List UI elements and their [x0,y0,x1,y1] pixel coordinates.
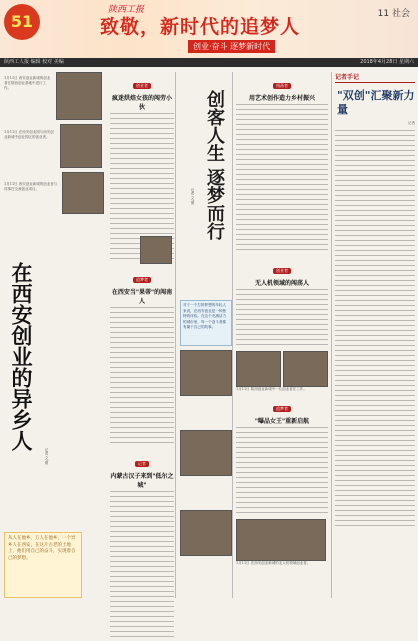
caption-5: 1月11日 在西安创业新城的无人机领域创业者。 [236,561,311,565]
center-author: 记者 文/图 [191,188,195,205]
tag-creator-2: 创业者 [273,268,291,274]
page-subtitle: 创业·奋斗 逐梦新时代 [188,40,275,53]
divider-1 [175,72,176,598]
tag-creator: 创业者 [133,83,151,89]
heading-queen: "曝品女王"重新启航 [254,418,310,425]
side-column [335,72,415,530]
article-col-2 [110,72,174,641]
caption-4: 1月11日 陕西创业新城中一位创业者在工作。 [236,387,307,391]
photo-queen [236,519,326,561]
photo-center-2 [180,430,232,476]
page-label: 11 社会 [377,9,410,19]
photo-fruit [140,236,172,264]
divider-2 [232,72,233,598]
side-body [335,130,415,530]
tag-adventurer: 闯荡者 [273,83,291,89]
side-author: 记者 [408,121,415,125]
strip-date: 2018年4月28日 星期六 [360,59,414,65]
photo-center-3 [180,510,232,556]
caption-1: 1月11日 西安创业新城的创业者在陕西创业基地中进行工作。 [4,76,51,90]
photo-1 [56,72,102,120]
tag-dreamer-2: 追梦者 [273,406,291,412]
divider-3 [331,72,332,598]
anniversary-badge: 51 [4,4,40,40]
caption-2: 1月11日 在西安创业园与西安创业新城中创业园区的创业者。 [4,130,54,139]
brand-logo: 陕西工报 [108,5,145,15]
article-body-5 [236,289,328,349]
article-col-right [236,72,328,566]
heading-mongolia: 内蒙古汉子来到"低尔之城" [110,473,174,489]
article-body-3 [110,491,174,641]
photo-center-1 [180,350,232,396]
intro-text: 从人在他乡，万人在他乡，一个异乡人在西安。在这片古老的土地上，他们用自己的奋斗，实现着自己的梦想。 [8,536,76,561]
tag-dreamer: 追梦者 [133,277,151,283]
page-title: 致敬，新时代的追梦人 [100,16,301,38]
photo-3 [62,172,104,214]
strip-left: 陕西工人报 编辑 校对 美编 [4,59,64,65]
photo-drone-1 [236,351,281,387]
heading-art: 用艺术创作造力乡村振兴 [248,95,315,102]
photo-2 [60,124,102,168]
heading-fruit: 在西安当"果蒂"的闯南人 [111,289,173,305]
pull-quote-box [180,300,232,346]
left-vertical-title: 在西安创业的异乡人 [9,262,33,451]
photo-drone-2 [283,351,328,387]
article-body-4 [236,104,328,254]
masthead [0,0,418,58]
left-author: 记者 文/图 [45,448,49,465]
article-body-6 [236,427,328,517]
caption-3: 1月11日 西安创业新城的创业者与同事在交流创业项目。 [4,182,58,191]
intro-box [4,532,82,598]
heading-baking: 疯迷烘焙女孩的闯劳小伙 [111,95,172,111]
article-body-2 [110,307,174,447]
side-title: "双创"汇聚新力量 [337,89,415,116]
side-label: 记者手记 [335,72,415,83]
heading-drone: 无人机领域的闯荡人 [254,280,309,287]
tag-reporter: 记者 [135,461,149,467]
pull-quote: 对于一个打拼梦想的年轻人来说，在西安创业是一种独特的体验。在这个充满活力的城市里，每一个奋斗者都有属于自己的故事。 [183,303,227,329]
info-strip [0,58,418,67]
center-vertical-title: 创客人生 逐梦而行 [204,90,225,241]
